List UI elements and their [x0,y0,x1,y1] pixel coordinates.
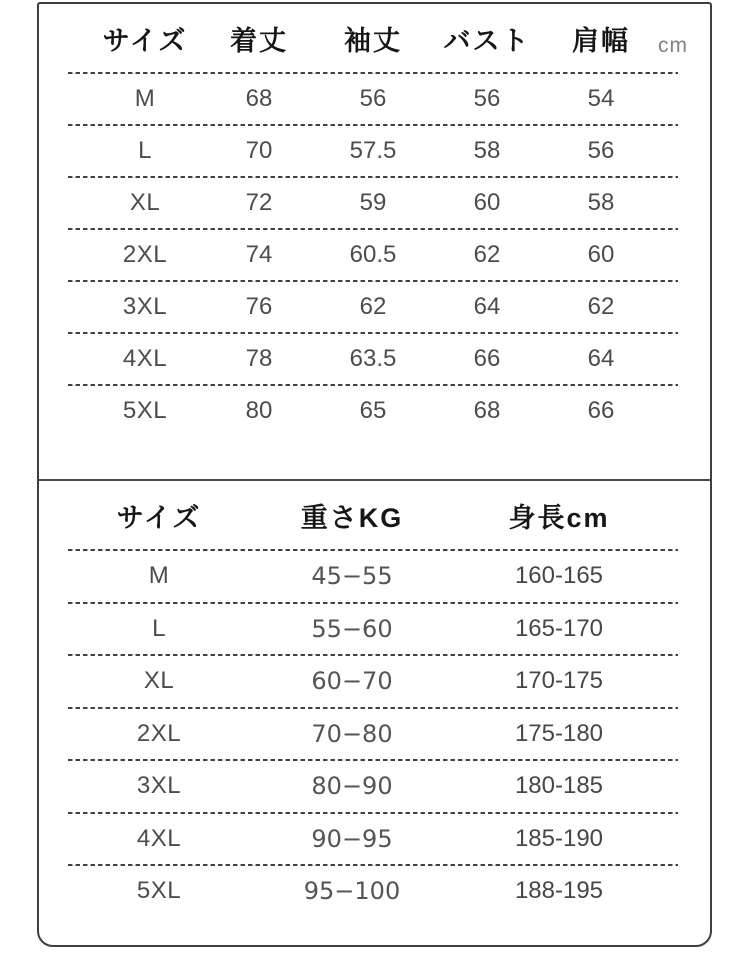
weight-cell: 55−60 [311,614,393,643]
size-cell: XL [129,189,161,216]
garment-measurements-table [39,4,710,479]
table-row [88,282,710,332]
weight-cell: 70−80 [311,719,393,748]
height-cell: 175-180 [514,719,604,747]
table-header-row [39,481,710,549]
column-header-shoulder-width: 肩幅 [572,25,630,56]
value-cell: 76 [245,293,273,320]
value-cell: 66 [473,345,501,372]
value-cell: 60 [587,241,615,268]
weight-cell: 90−95 [311,824,393,853]
value-cell: 72 [245,189,273,216]
table-row [39,656,710,707]
value-cell: 68 [473,397,501,424]
size-cell: 3XL [122,293,168,320]
table-row [39,761,710,812]
column-header-weight-kg: 重さKG [300,502,404,533]
value-cell: 62 [473,241,501,268]
column-header-bust: バスト [443,25,531,56]
value-cell: 60.5 [349,241,397,268]
size-cell: 4XL [136,824,182,852]
weight-cell: 60−70 [311,667,393,696]
value-cell: 57.5 [349,137,397,164]
size-cell: M [134,85,156,112]
value-cell: 66 [587,397,615,424]
value-cell: 64 [473,293,501,320]
value-cell: 54 [587,85,615,112]
value-cell: 59 [359,189,387,216]
size-cell: 4XL [122,345,168,372]
value-cell: 58 [587,189,615,216]
table-row [39,604,710,655]
size-cell: 2XL [122,241,168,268]
table-row [39,551,710,602]
value-cell: 64 [587,345,615,372]
weight-cell: 45−55 [311,562,393,591]
value-cell: 65 [359,397,387,424]
value-cell: 70 [245,137,273,164]
table-row [88,126,710,176]
size-cell: XL [143,667,175,695]
column-header-sleeve-length: 袖丈 [344,25,402,56]
value-cell: 62 [359,293,387,320]
value-cell: 58 [473,137,501,164]
column-header-body-length: 着丈 [230,25,288,56]
unit-label: cm [658,34,688,57]
height-cell: 188-195 [514,877,604,905]
table-row [88,386,710,436]
table-header-row [88,4,710,72]
value-cell: 80 [245,397,273,424]
value-cell: 74 [245,241,273,268]
table-row [88,74,710,124]
table-row [88,334,710,384]
height-cell: 185-190 [514,824,604,852]
size-chart-panel [37,2,712,947]
table-row [39,709,710,760]
size-cell: 2XL [136,719,182,747]
value-cell: 62 [587,293,615,320]
size-cell: 5XL [122,397,168,424]
column-header-height-cm: 身長cm [508,502,610,533]
size-cell: M [148,562,170,590]
value-cell: 63.5 [349,345,397,372]
column-header-size: サイズ [102,25,188,56]
weight-height-table [39,481,710,945]
value-cell: 60 [473,189,501,216]
size-cell: L [152,614,166,642]
value-cell: 56 [473,85,501,112]
table-row [39,814,710,865]
value-cell: 56 [359,85,387,112]
value-cell: 68 [245,85,273,112]
height-cell: 160-165 [514,562,604,590]
height-cell: 165-170 [514,614,604,642]
value-cell: 56 [587,137,615,164]
size-cell: 3XL [136,772,182,800]
column-header-size: サイズ [116,502,202,533]
value-cell: 78 [245,345,273,372]
table-row [39,866,710,917]
weight-cell: 95−100 [303,877,401,906]
weight-cell: 80−90 [311,772,393,801]
size-cell: L [138,137,152,164]
table-row [88,230,710,280]
size-cell: 5XL [136,877,182,905]
height-cell: 170-175 [514,667,604,695]
table-row [88,178,710,228]
height-cell: 180-185 [514,772,604,800]
